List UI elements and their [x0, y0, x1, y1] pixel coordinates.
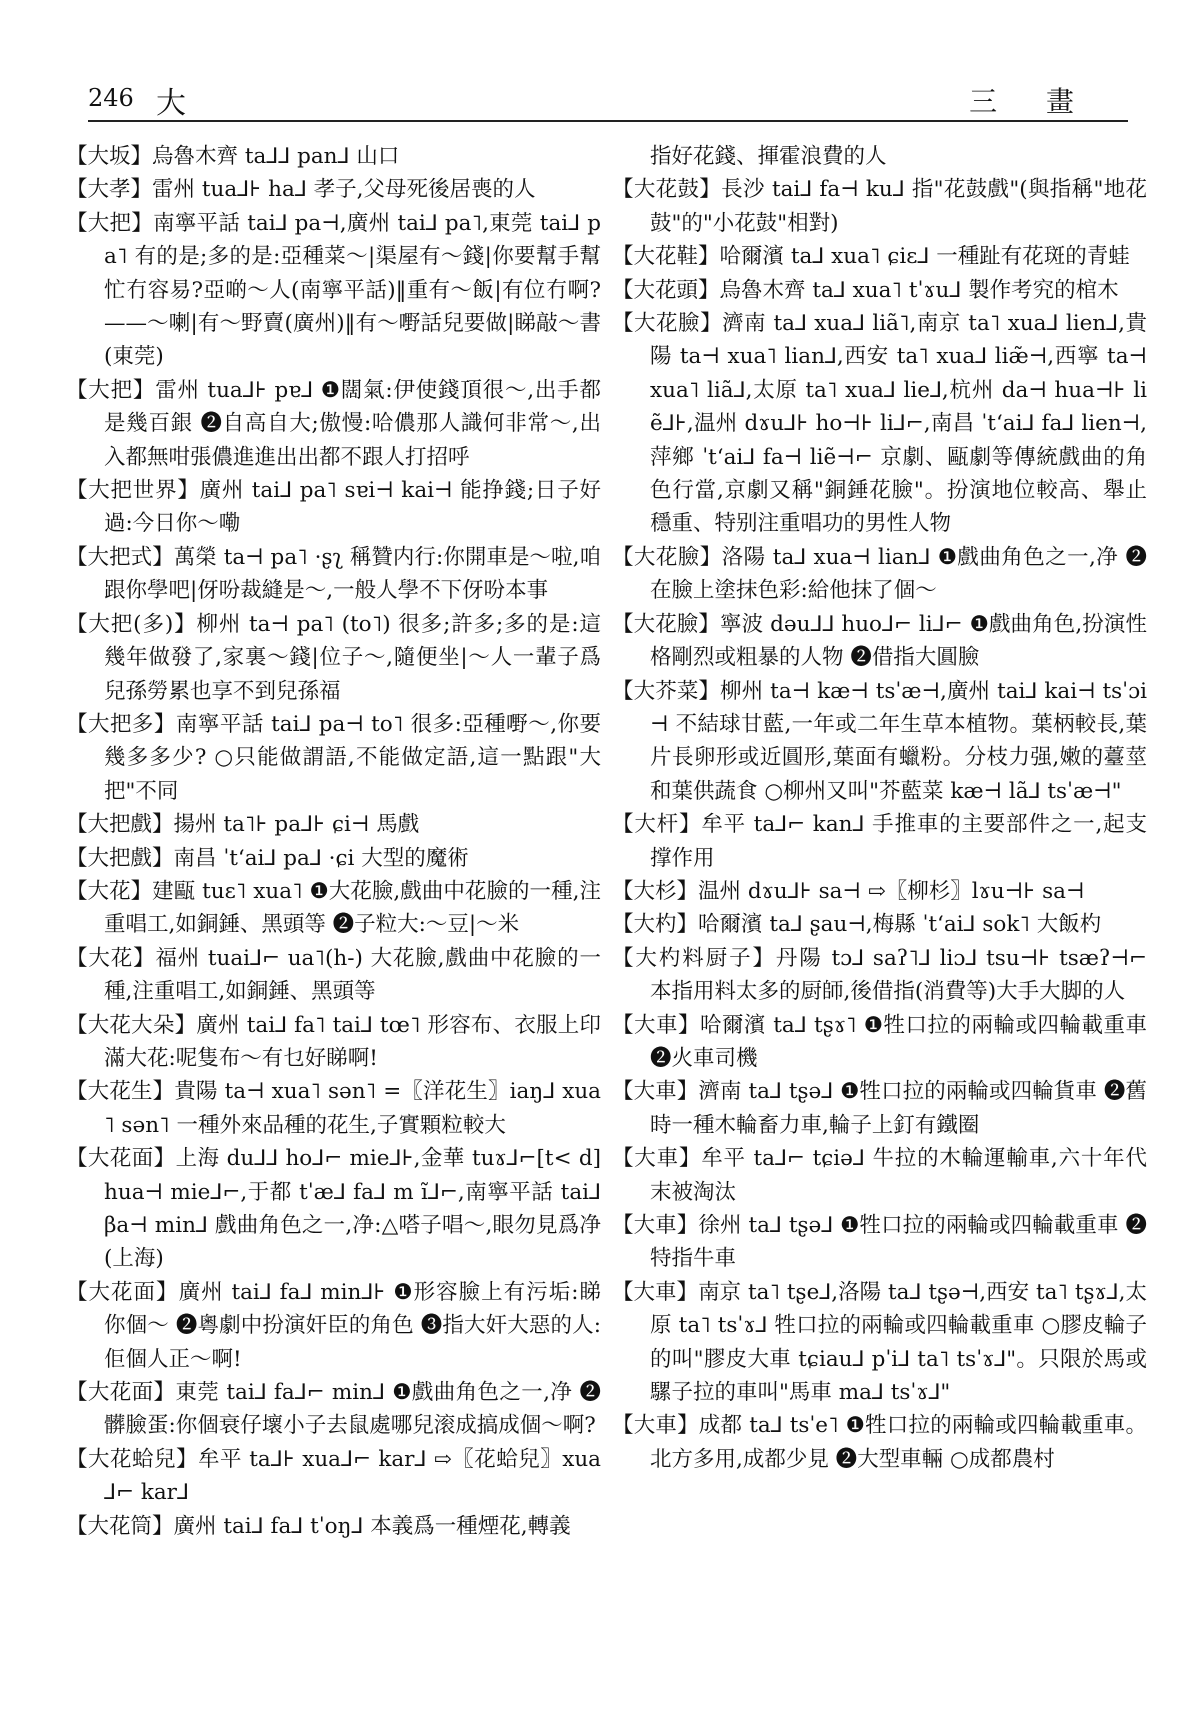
right-column	[612, 140, 1147, 1710]
entry-headword: 【大車】	[612, 1213, 699, 1238]
entry-definition: 牟平 ta⅃⌐ tɕiə⅃ 牛拉的木輪運輸車,六十年代末被淘汰	[650, 1146, 1147, 1205]
entry-definition: 烏魯木齊 ta⅃⅃ pan⅃ 山口	[152, 144, 400, 169]
entry-headword: 【大車】	[612, 1413, 699, 1439]
dictionary-entry	[612, 1075, 1147, 1142]
dictionary-entry	[612, 808, 1147, 875]
dictionary-entry	[66, 140, 601, 173]
entry-definition: 柳州 ta⊣ pa˥ (to˥) 很多;許多;多的是:這幾年做發了,家裏～錢|位子～,隨便坐|～人一輩子爲兒孫勞累也享不到兒孫福	[104, 611, 601, 704]
dictionary-entry	[66, 842, 601, 875]
entry-definition: 南寧平話 tai⅃ pa⊣ to˥ 很多:亞種嘢～,你要幾多多少? ○只能做謂語,不能做定語,這一點跟"大把"不同	[104, 711, 601, 804]
entry-headword: 【大車】	[612, 1012, 700, 1038]
entry-headword: 【大把(多)】	[66, 611, 197, 637]
entry-headword: 【大花面】	[66, 1146, 176, 1172]
entry-definition: 牟平 ta⅃⊦ xua⅃⌐ kar⅃ ⇨〖花蛤兒〗xua⅃⌐ kar⅃	[104, 1446, 601, 1506]
entry-definition: 南昌 ˈtʻai⅃ pa⅃ ·ɕi 大型的魔術	[173, 845, 469, 871]
head-character: 大	[156, 86, 186, 121]
entry-definition: 上海 du⅃⅃ ho⅃⌐ mie⅃⊦,金華 tuɤ⅃⌐[t< d] hua⊣ mie⅃⌐,于都 tˈæ⅃ fa⅃ m ĩ⅃⌐,南寧平話 tai⅃ βa⊣ min⅃ 戲曲角色之一,净:△嗒子唱～,眼勿見爲净(上海)	[104, 1146, 601, 1272]
dictionary-entry	[612, 173, 1147, 240]
dictionary-entry	[66, 708, 601, 808]
dictionary-entry	[612, 1009, 1147, 1076]
entry-headword: 【大杉】	[612, 878, 699, 904]
page-header	[88, 70, 1128, 121]
entry-definition: 哈爾濱 ta⅃ ʂau⊣,梅縣 ˈtʻai⅃ sok˥ 大飯杓	[698, 912, 1102, 938]
dictionary-entry	[66, 474, 601, 541]
dictionary-entry	[612, 608, 1147, 675]
entry-definition: 廣州 tai⅃ pa˥ sɐi⊣ kai⊣ 能挣錢;日子好過:今日你～嘞	[104, 478, 601, 537]
entry-headword: 【大花臉】	[612, 544, 722, 570]
entry-headword: 【大花鼓】	[612, 177, 722, 203]
entry-headword: 【大花面】	[66, 1380, 176, 1406]
entry-definition: 廣州 tai⅃ fa⅃ tˈoŋ⅃ 本義爲一種煙花,轉義	[173, 1513, 571, 1539]
dictionary-entry	[612, 274, 1147, 307]
dictionary-entry	[612, 1276, 1147, 1410]
dictionary-entry	[612, 675, 1147, 809]
entry-definition: 成都 ta⅃ tsˈe˥ ❶牲口拉的兩輪或四輪載重車。北方多用,成都少見 ❷大型車輛 ○成都農村	[650, 1413, 1147, 1472]
entry-definition: 萬榮 ta⊣ pa˥ ·ʂʅ 稱贊内行:你開車是～啦,咱跟你學吧|伢吩裁縫是～,一般人學不下伢吩本事	[104, 544, 601, 604]
entry-definition: 丹陽 tɔ⅃ saʔ˥⅃ liɔ⅃ tsu⊣⊦ tsæʔ⊣⌐ 本指用料太多的厨師,後借指(消費等)大手大脚的人	[650, 945, 1147, 1005]
entry-headword: 【大車】	[612, 1146, 702, 1172]
entry-headword: 【大花生】	[66, 1079, 175, 1105]
entry-definition: 長沙 tai⅃ fa⊣ ku⅃ 指"花鼓戲"(與指稱"地花鼓"的"小花鼓"相對)	[650, 177, 1147, 236]
entry-definition: 揚州 ta˥⊦ pa⅃⊦ ɕi⊣ 馬戲	[173, 812, 420, 838]
entry-definition: 哈爾濱 ta⅃ xua˥ ɕiɛ⅃ 一種趾有花斑的青蛙	[719, 244, 1130, 270]
dictionary-entry	[66, 608, 601, 708]
entry-headword: 【大花蛤兒】	[66, 1446, 198, 1472]
section-label: 三 畫	[969, 85, 1094, 118]
left-column	[66, 140, 601, 1710]
dictionary-entry	[66, 1142, 601, 1276]
entry-headword: 【大花大朵】	[66, 1012, 197, 1038]
dictionary-entry	[66, 942, 601, 1009]
entry-definition: 寧波 dəu⅃⅃ huo⅃⌐ li⅃⌐ ❶戲曲角色,扮演性格剛烈或粗暴的人物 ❷借指大圓臉	[650, 611, 1147, 671]
dictionary-entry	[66, 1276, 601, 1376]
dictionary-entry	[66, 207, 601, 374]
dictionary-entry	[66, 541, 601, 608]
entry-definition: 濟南 ta⅃ xua⅃ liã˥,南京 ta˥ xua⅃ lien⅃,貴陽 ta⊣ xua˥ lian⅃,西安 ta˥ xua⅃ liæ̃⊣,西寧 ta⊣ xua˥ liã⅃,太原 ta˥ xua⅃ lie⅃,杭州 da⊣ hua⊣⊦ liẽ⅃⊦,温州 dɤu⅃⊦ ho⊣⊦ li⅃⌐,南昌 ˈtʻai⅃ fa⅃ lien⊣,萍鄉 ˈtʻai⅃ fa⊣ liẽ⊣⌐ 京劇、甌劇等傳統戲曲的角色行當,京劇又稱"銅錘花臉"。扮演地位較高、舉止穩重、特别注重唱功的男性人物	[650, 311, 1147, 537]
entry-headword: 【大花臉】	[612, 311, 723, 337]
header-rule	[88, 120, 1128, 122]
entry-headword: 【大杓料厨子】	[612, 945, 776, 971]
entry-definition: 南寧平話 tai⅃ pa⊣,廣州 tai⅃ pa˥,東莞 tai⅃ pa˥ 有的是;多的是:亞種菜～|渠屋有～錢|你要幫手幫忙冇容易?亞啲～人(南寧平話)‖重有～飯|有位冇啊?——～喇|有～野賣(廣州)‖有～嘢話兒要做|睇敲～書(東莞)	[104, 210, 601, 370]
entry-headword: 【大芥菜】	[612, 678, 721, 704]
entry-definition: 東莞 tai⅃ fa⅃⌐ min⅃ ❶戲曲角色之一,净 ❷髒臉蛋:你個衰仔壞小子去鼠處哪兒滚成搞成個～啊?	[104, 1380, 601, 1439]
dictionary-entry	[612, 140, 1147, 173]
entry-headword: 【大把戲】	[66, 812, 174, 838]
dictionary-entry	[66, 1376, 601, 1443]
entry-headword: 【大把】	[66, 377, 156, 403]
entry-headword: 【大把戲】	[66, 845, 174, 871]
entry-headword: 【大車】	[612, 1079, 699, 1105]
entry-definition: 南京 ta˥ tʂe⅃,洛陽 ta⅃ tʂə⊣,西安 ta˥ tʂɤ⅃,太原 ta˥ tsˈɤ⅃ 牲口拉的兩輪或四輪載重車 ○膠皮輪子的叫"膠皮大車 tɕiau⅃ pˈi⅃ ta˥ tsˈɤ⅃"。只限於馬或騾子拉的車叫"馬車 ma⅃ tsˈɤ⅃"	[650, 1279, 1147, 1406]
entry-headword: 【大花筒】	[66, 1513, 174, 1539]
dictionary-entry	[66, 1443, 601, 1510]
dictionary-entry	[66, 1009, 601, 1076]
page-number: 246	[88, 84, 134, 112]
entry-definition: 温州 dɤu⅃⊦ sa⊣ ⇨〖柳杉〗lɤu⊣⊦ sa⊣	[698, 878, 1085, 904]
entry-definition: 濟南 ta⅃ tʂə⅃ ❶牲口拉的兩輪或四輪貨車 ❷舊時一種木輪畜力車,輪子上釘有鐵圈	[650, 1079, 1147, 1138]
entry-headword: 【大把】	[66, 210, 154, 236]
dictionary-entry	[66, 1510, 601, 1543]
dictionary-entry	[612, 1142, 1147, 1209]
entry-definition: 建甌 tuɛ˥ xua˥ ❶大花臉,戲曲中花臉的一種,注重唱工,如銅錘、黑頭等 ❷子粒大:～豆|～米	[104, 878, 601, 938]
entry-headword: 【大車】	[612, 1279, 699, 1305]
dictionary-entry	[66, 808, 601, 841]
entry-headword: 【大花面】	[66, 1279, 179, 1305]
entry-definition: 廣州 tai⅃ fa˥ tai⅃ tœ˥ 形容布、衣服上印滿大花:呢隻布～有乜好睇啊!	[104, 1012, 601, 1071]
entry-headword: 【大花頭】	[612, 277, 720, 303]
dictionary-entry	[612, 942, 1147, 1009]
entry-headword: 【大坂】	[66, 144, 153, 169]
dictionary-entry	[612, 541, 1147, 608]
entry-headword: 【大杓】	[612, 912, 699, 938]
entry-definition: 洛陽 ta⅃ xua⊣ lian⅃ ❶戲曲角色之一,净 ❷在臉上塗抹色彩:給他抹了個～	[650, 544, 1147, 604]
entry-headword: 【大把式】	[66, 544, 174, 570]
entry-headword: 【大花】	[66, 878, 153, 904]
dictionary-entry	[66, 173, 601, 206]
entry-headword: 【大把世界】	[66, 478, 200, 504]
entry-headword: 【大杆】	[612, 812, 702, 838]
entry-definition: 牟平 ta⅃⌐ kan⅃ 手推車的主要部件之一,起支撑作用	[650, 812, 1147, 871]
entry-headword: 【大孝】	[66, 177, 153, 203]
entry-headword: 【大把多】	[66, 711, 176, 737]
dictionary-entry	[612, 1409, 1147, 1476]
dictionary-entry	[66, 374, 601, 474]
entry-definition: 指好花錢、揮霍浪費的人	[650, 144, 887, 169]
entry-definition: 貴陽 ta⊣ xua˥ sən˥ =〖洋花生〗iaŋ⅃ xua˥ sən˥ 一種外來品種的花生,子實顆粒較大	[104, 1079, 601, 1138]
dictionary-entry	[612, 307, 1147, 541]
entry-definition: 柳州 ta⊣ kæ⊣ tsˈæ⊣,廣州 tai⅃ kai⊣ tsˈɔi⊣ 不結球甘藍,一年或二年生草本植物。葉柄較長,葉片長卵形或近圓形,葉面有蠟粉。分枝力强,嫩的薹莖和葉供蔬食 ○柳州又叫"芥藍菜 kæ⊣ lã⅃ tsˈæ⊣"	[650, 678, 1147, 804]
entry-headword: 【大花臉】	[612, 611, 720, 637]
dictionary-entry	[612, 240, 1147, 273]
entry-definition: 哈爾濱 ta⅃ tʂɤ˥ ❶牲口拉的兩輪或四輪載重車 ❷火車司機	[650, 1012, 1147, 1071]
entry-definition: 徐州 ta⅃ tʂə⅃ ❶牲口拉的兩輪或四輪載重車 ❷特指牛車	[650, 1213, 1147, 1272]
dictionary-entry	[612, 908, 1147, 941]
dictionary-entry	[66, 875, 601, 942]
entry-headword: 【大花鞋】	[612, 244, 720, 270]
entry-definition: 福州 tuai⅃⌐ ua˥(h-) 大花臉,戲曲中花臉的一種,注重唱工,如銅錘、黑頭等	[104, 945, 601, 1005]
entry-definition: 廣州 tai⅃ fa⅃ min⅃⊦ ❶形容臉上有污垢:睇你個～ ❷粵劇中扮演奸臣的角色 ❸指大奸大惡的人:佢個人正～啊!	[104, 1279, 601, 1372]
entry-definition: 雷州 tua⅃⊦ pɐ⅃ ❶闊氣:伊使錢頂很～,出手都是幾百銀 ❷自高自大;傲慢:哈儂那人識何非常～,出入都無咁張儂進進出出都不跟人打招呼	[104, 377, 601, 470]
dictionary-entry	[612, 875, 1147, 908]
entry-headword: 【大花】	[66, 945, 156, 971]
entry-definition: 烏魯木齊 ta⅃ xua˥ tˈɤu⅃ 製作考究的棺木	[719, 277, 1119, 303]
dictionary-entry	[612, 1209, 1147, 1276]
dictionary-entry	[66, 1075, 601, 1142]
entry-definition: 雷州 tua⅃⊦ ha⅃ 孝子,父母死後居喪的人	[152, 177, 536, 203]
